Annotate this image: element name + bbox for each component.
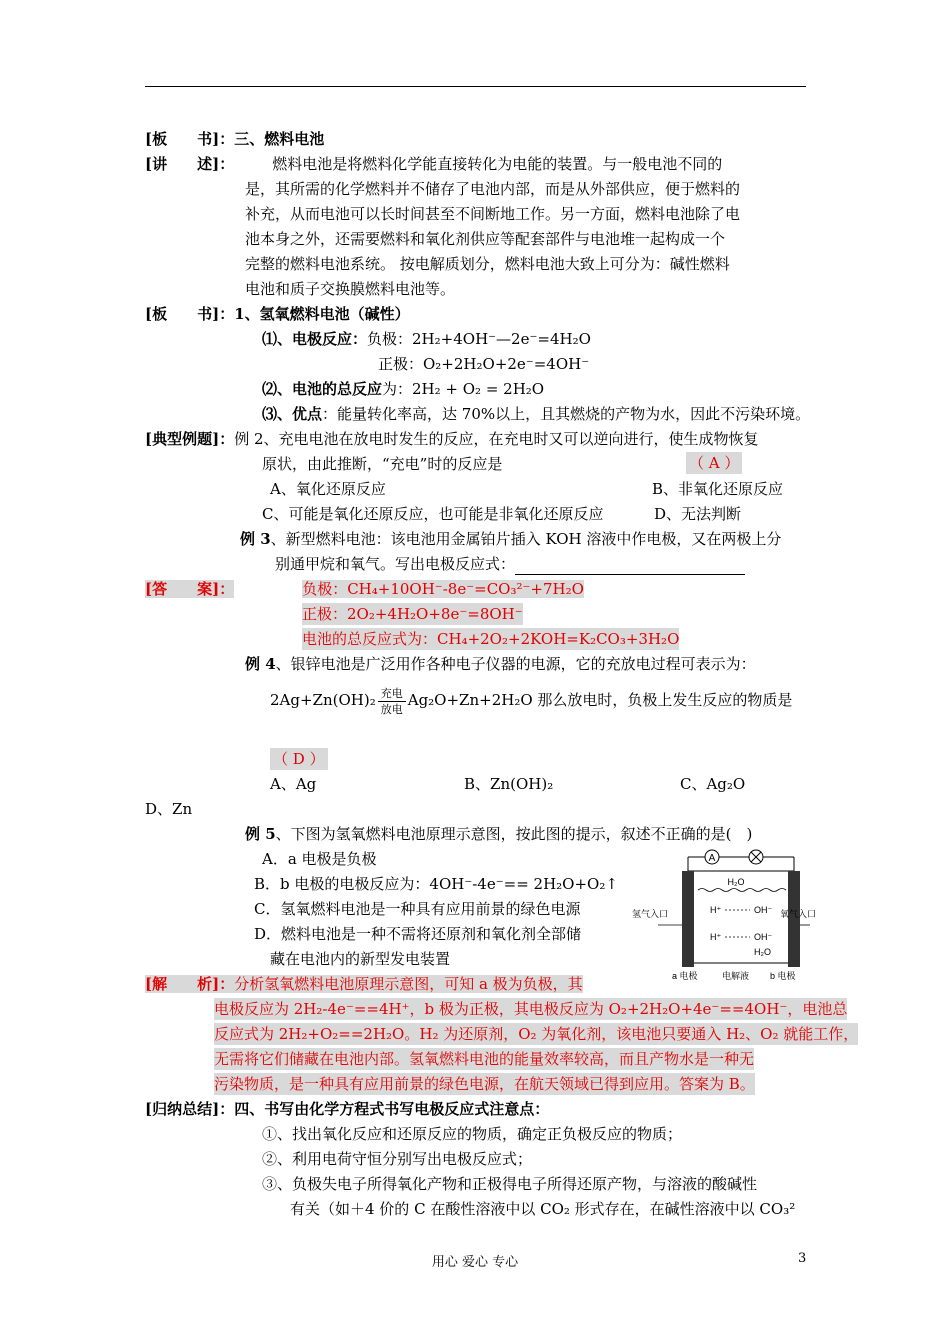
svg-text:H₂O: H₂O — [727, 877, 745, 887]
ex5-option-c: C．氢氧燃料电池是一种具有应用前景的绿色电源 — [254, 900, 581, 918]
ex4-option-b: B、Zn(OH)₂ — [464, 775, 554, 793]
svg-text:b 电极: b 电极 — [770, 971, 796, 981]
ex5-option-d: D．燃料电池是一种不需将还原剂和氧化剂全部储 — [254, 925, 582, 943]
answer-positive: 正极：2O₂+4H₂O+8e⁻=8OH⁻ — [302, 605, 523, 623]
reversible-arrow: $\frac{\text{充电}}{\text{放电}}$ — [378, 687, 406, 716]
advantages: ⑶、优点：能量转化率高，达 70%以上，且其燃烧的产物为水，因此不污染环境。 — [262, 405, 811, 423]
total-reaction: ⑵、电池的总反应为：2H₂ + O₂ = 2H₂O — [262, 380, 545, 398]
example-4: 例 4、银锌电池是广泛用作各种电子仪器的电源，它的充放电过程可表示为： — [245, 655, 756, 673]
ex5-option-a: A．a 电极是负极 — [262, 850, 377, 868]
lecture-line-3: 补充，从而电池可以长时间甚至不间断地工作。另一方面，燃料电池除了电 — [245, 205, 741, 223]
svg-text:氧气入口: 氧气入口 — [779, 909, 816, 919]
option-d: D、无法判断 — [654, 505, 742, 523]
example-4-answer: （ D ） — [270, 748, 328, 770]
svg-text:H⁺: H⁺ — [710, 932, 722, 942]
svg-text:H₂O: H₂O — [754, 947, 771, 957]
analysis-block: [解 析]：分析氢氧燃料电池原理示意图，可知 a 极为负极，其 — [145, 975, 583, 993]
summary-point-3: ③、负极失电子所得氧化产物和正极得电子所得还原产物，与溶液的酸碱性 — [262, 1175, 758, 1193]
header-rule — [145, 86, 806, 87]
example-4-equation: 2Ag+Zn(OH)₂ $\frac{\text{充电}}{\text{放电}}$ Ag₂O+Zn+2H₂O 那么放电时，负极上发生反应的物质是 — [270, 686, 793, 716]
summary-heading: [归纳总结]：四、书写由化学方程式书写电极反应式注意点： — [145, 1100, 550, 1118]
summary-point-3-cont: 有关（如＋4 价的 C 在酸性溶液中以 CO₂ 形式存在，在碱性溶液中以 CO₃² — [290, 1200, 796, 1218]
lecture-line-1: [讲 述]： 燃料电池是将燃料化学能直接转化为电能的装置。与一般电池不同的 — [145, 155, 723, 173]
electrode-a — [682, 871, 694, 967]
example-3: 例 3、新型燃料电池：该电池用金属铂片插入 KOH 溶液中作电极，又在两极上分 — [240, 530, 782, 548]
ex5-option-d-cont: 藏在电池内的新型发电装置 — [270, 950, 451, 968]
svg-text:OH⁻: OH⁻ — [754, 932, 773, 942]
svg-text:H⁺: H⁺ — [710, 905, 722, 915]
svg-text:A: A — [708, 853, 716, 864]
summary-point-1: ①、找出氧化反应和还原反应的物质，确定正负极反应的物质； — [262, 1125, 683, 1143]
option-a: A、氧化还原反应 — [270, 480, 386, 498]
svg-text:a 电极: a 电极 — [672, 971, 698, 981]
analysis-line-2: 电极反应为 2H₂-4e⁻==4H⁺，b 极为正极，其电极反应为 O₂+2H₂O+4e⁻==4OH⁻，电池总 — [214, 1000, 848, 1018]
svg-text:OH⁻: OH⁻ — [754, 905, 773, 915]
answer-blank — [515, 560, 745, 575]
ex4-option-d: D、Zn — [145, 800, 193, 818]
summary-point-2: ②、利用电荷守恒分别写出电极反应式； — [262, 1150, 533, 1168]
page-number: 3 — [798, 1251, 807, 1266]
option-c: C、可能是氧化还原反应，也可能是非氧化还原反应 — [262, 505, 604, 523]
example-3-line-2: 别通甲烷和氧气。写出电极反应式： — [275, 553, 745, 575]
fuel-cell-diagram — [630, 845, 816, 985]
footer-text: 用心 爱心 专心 — [431, 1255, 519, 1270]
analysis-line-4: 无需将它们储藏在电池内部。氢氧燃料电池的能量效率较高，而且产物水是一种无 — [214, 1050, 755, 1068]
board-heading-1: [板 书]：三、燃料电池 — [145, 130, 325, 148]
option-b: B、非氧化还原反应 — [652, 480, 784, 498]
answer-block: [答 案]： 负极：CH₄+10OH⁻-8e⁻=CO₃²⁻+7H₂O — [145, 580, 584, 598]
lecture-line-2: 是，其所需的化学燃料并不储存了电池内部，而是从外部供应，便于燃料的 — [245, 180, 741, 198]
electrode-reaction-positive: 正极：O₂+2H₂O+2e⁻=4OH⁻ — [378, 355, 590, 373]
ex5-option-b: B．b 电极的电极反应为：4OH⁻-4e⁻== 2H₂O+O₂↑ — [254, 875, 618, 893]
svg-text:氢气入口: 氢气入口 — [632, 909, 669, 919]
lecture-line-5: 完整的燃料电池系统。 按电解质划分，燃料电池大致上可分为：碱性燃料 — [245, 255, 730, 273]
analysis-line-5: 污染物质，是一种具有应用前景的绿色电源，在航天领域已得到应用。答案为 B。 — [214, 1075, 755, 1093]
example-2-answer: （ A ） — [686, 452, 742, 474]
example-2: [典型例题]：例 2、充电电池在放电时发生的反应，在充电时又可以逆向进行，使生成物恢复 — [145, 430, 759, 448]
ex4-option-c: C、Ag₂O — [680, 775, 746, 793]
ex4-option-a: A、Ag — [270, 775, 317, 793]
electrode-b — [788, 871, 800, 967]
example-5: 例 5、下图为氢氧燃料电池原理示意图，按此图的提示，叙述不正确的是( ) — [245, 825, 753, 843]
example-2-line-2: 原状，由此推断，“充电”时的反应是 — [262, 455, 503, 473]
answer-total: 电池的总反应式为：CH₄+2O₂+2KOH=K₂CO₃+3H₂O — [302, 630, 680, 648]
board-heading-2: [板 书]：1、氢氧燃料电池（碱性） — [145, 305, 410, 323]
lecture-line-4: 池本身之外，还需要燃料和氧化剂供应等配套部件与电池堆一起构成一个 — [245, 230, 726, 248]
electrode-reaction-negative: ⑴、电极反应：负极：2H₂+4OH⁻—2e⁻=4H₂O — [262, 330, 591, 348]
lecture-line-6: 电池和质子交换膜燃料电池等。 — [245, 280, 456, 298]
svg-text:电解液: 电解液 — [722, 971, 750, 981]
analysis-line-3: 反应式为 2H₂+O₂==2H₂O。H₂ 为还原剂，O₂ 为氧化剂，该电池只要通入 H₂、O₂ 就能工作， — [214, 1025, 859, 1043]
